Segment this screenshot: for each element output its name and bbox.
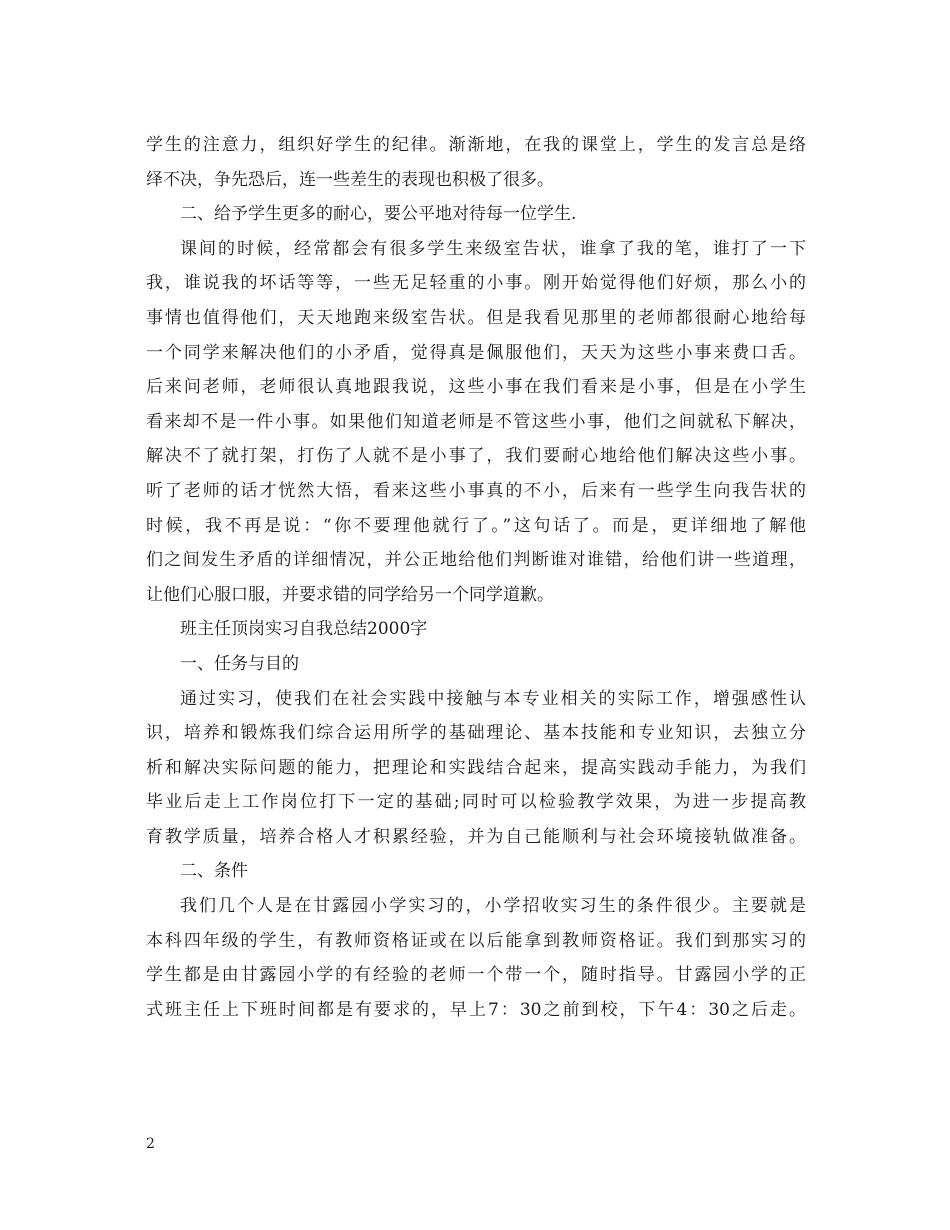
section-heading: 二、给予学生更多的耐心，要公平地对待每一位学生.	[180, 204, 577, 225]
paragraph-line: 通过实习，使我们在社会实践中接触与本专业相关的实际工作，增强感性认	[180, 688, 806, 709]
section-title: 班主任顶岗实习自我总结2000字	[180, 619, 428, 640]
page-number: 2	[146, 1136, 155, 1152]
paragraph-line: 本科四年级的学生，有教师资格证或在以后能拿到教师资格证。我们到那实习的	[146, 930, 806, 951]
paragraph-line: 一个同学来解决他们的小矛盾，觉得真是佩服他们，天天为这些小事来费口舌。	[146, 342, 806, 363]
paragraph-line: 解决不了就打架，打伤了人就不是小事了，我们要耐心地给他们解决这些小事。	[146, 446, 806, 467]
paragraph-line: 我们几个人是在甘露园小学实习的，小学招收实习生的条件很少。主要就是	[180, 896, 806, 917]
section-heading: 二、条件	[180, 861, 248, 882]
paragraph-line: 让他们心服口服，并要求错的同学给另一个同学道歉。	[146, 584, 554, 605]
paragraph-line: 看来却不是一件小事。如果他们知道老师是不管这些小事，他们之间就私下解决，	[146, 411, 806, 432]
paragraph-line: 学生的注意力，组织好学生的纪律。渐渐地，在我的课堂上，学生的发言总是络	[146, 135, 806, 155]
section-heading: 一、任务与目的	[180, 653, 299, 674]
paragraph-line: 式班主任上下班时间都是有要求的，早上7：30之前到校，下午4：30之后走。	[146, 999, 806, 1020]
paragraph-line: 事情也值得他们，天天地跑来级室告状。但是我看见那里的老师都很耐心地给每	[146, 307, 806, 328]
paragraph-line: 时候，我不再是说：“你不要理他就行了。”这句话了。而是，更详细地了解他	[146, 515, 806, 536]
paragraph-line: 毕业后走上工作岗位打下一定的基础;同时可以检验教学效果，为进一步提高教	[146, 792, 806, 813]
paragraph-line: 们之间发生矛盾的详细情况，并公正地给他们判断谁对谁错，给他们讲一些道理，	[146, 550, 806, 571]
paragraph-line: 绎不决，争先恐后，连一些差生的表现也积极了很多。	[146, 169, 554, 190]
paragraph-line: 析和解决实际问题的能力，把理论和实践结合起来，提高实践动手能力，为我们	[146, 757, 806, 778]
paragraph-line: 听了老师的话才恍然大悟，看来这些小事真的不小，后来有一些学生向我告状的	[146, 480, 806, 501]
paragraph-line: 后来问老师，老师很认真地跟我说，这些小事在我们看来是小事，但是在小学生	[146, 377, 806, 398]
paragraph-line: 育教学质量，培养合格人才积累经验，并为自己能顺利与社会环境接轨做准备。	[146, 826, 806, 847]
paragraph-line: 识，培养和锻炼我们综合运用所学的基础理论、基本技能和专业知识，去独立分	[146, 723, 806, 744]
paragraph-line: 课间的时候，经常都会有很多学生来级室告状，谁拿了我的笔，谁打了一下	[180, 238, 806, 259]
paragraph-line: 学生都是由甘露园小学的有经验的老师一个带一个，随时指导。甘露园小学的正	[146, 965, 806, 986]
body-text	[146, 128, 806, 1027]
paragraph-line: 我，谁说我的坏话等等，一些无足轻重的小事。刚开始觉得他们好烦，那么小的	[146, 273, 806, 294]
